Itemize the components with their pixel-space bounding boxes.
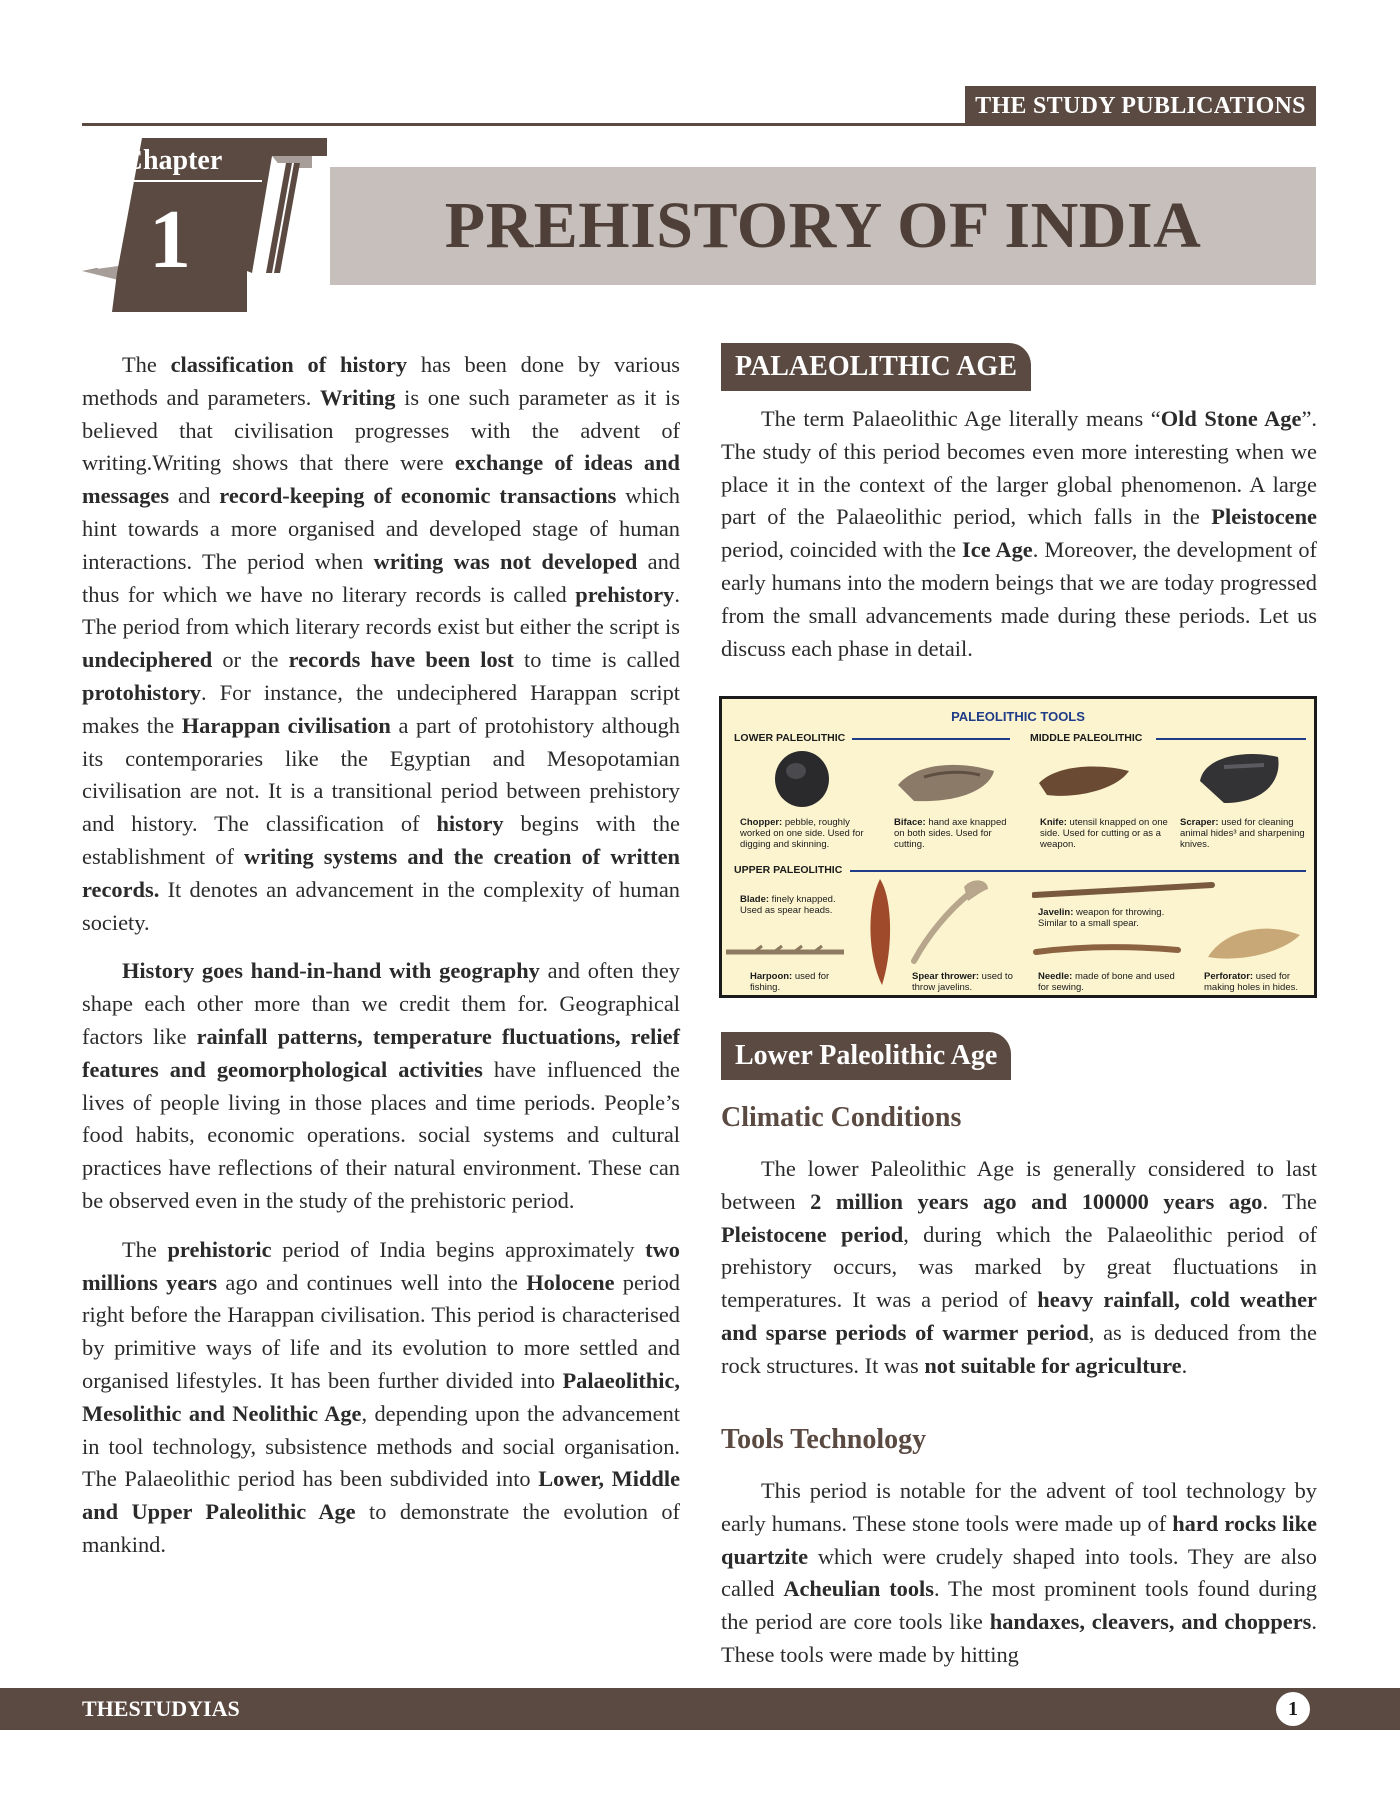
page-number: 1 <box>1276 1692 1310 1726</box>
bold-run: Ice Age <box>962 537 1033 563</box>
section-label-palaeolithic-age: PALAEOLITHIC AGE <box>721 343 1031 391</box>
bold-run: writing systems and the creation of written records. <box>82 843 680 902</box>
text-run: and often they shape each other more than we credit them for. Geographical factors like <box>82 958 680 1049</box>
bold-run: protohistory <box>82 679 202 705</box>
javelin-image <box>1032 881 1217 901</box>
bold-run: not suitable for agriculture <box>924 1352 1182 1378</box>
right-column-intro <box>721 403 1317 681</box>
paragraph-classification <box>82 349 680 939</box>
text-run: period of India begins approximately <box>271 1236 646 1262</box>
text-run: The <box>122 1236 168 1262</box>
text-run: is one such parameter as it is believed that civilisation progresses with the advent of writing.Writing shows that there were <box>82 384 680 476</box>
needle-image <box>1032 942 1182 960</box>
figure-rule <box>852 738 1010 740</box>
bold-run: handaxes, cleavers, and choppers <box>989 1609 1312 1635</box>
text-run: . The most prominent tools found during the period are core tools like <box>721 1576 1317 1635</box>
text-run: period, coincided with the <box>721 537 963 563</box>
caption-perforator: Perforator: used for making holes in hides. <box>1204 971 1298 993</box>
sub-heading-tools-technology: Tools Technology <box>721 1424 927 1455</box>
bold-run: Holocene <box>526 1269 615 1295</box>
text-run: a part of protohistory although its contemporaries like the Egyptian and Mesopotamian civilisation are not. It is a transitional period between prehistory and history. The classification of <box>82 712 680 837</box>
figure-rule <box>850 870 1306 872</box>
bold-run: heavy rainfall, cold weather and sparse periods of warmer period <box>721 1287 1317 1345</box>
figure-group-middle: MIDDLE PALEOLITHIC <box>1030 732 1143 744</box>
text-run: to time is called <box>513 647 680 673</box>
bold-run: Acheulian tools <box>783 1576 934 1602</box>
text-run: The lower Paleolithic Age is generally considered to last between <box>721 1156 1317 1214</box>
paragraph-geography <box>82 955 680 1217</box>
right-column-climate <box>721 1153 1317 1399</box>
bold-run: history <box>436 811 504 837</box>
knife-image <box>1037 761 1132 801</box>
text-run: and <box>169 483 220 509</box>
bold-run: Writing <box>320 384 396 410</box>
text-run: The term Palaeolithic Age literally means “ <box>761 406 1161 431</box>
bold-run: History goes hand-in-hand with geography <box>122 958 540 984</box>
caption-blade: Blade: finely knapped. Used as spear heads. <box>740 894 836 916</box>
paragraph-prehistoric-period <box>82 1234 680 1562</box>
bold-run: Old Stone Age <box>1160 406 1302 431</box>
caption-javelin: Javelin: weapon for throwing. Similar to a small spear. <box>1038 907 1165 929</box>
bold-run: 2 million years ago and 100000 years ago <box>810 1188 1263 1214</box>
sub-heading-climatic-conditions: Climatic Conditions <box>721 1102 962 1133</box>
text-run: ”. The study of this period becomes even more interesting when we place it in the context of the larger global phenomenon. A large part of the Palaeolithic period, which falls in the <box>721 406 1317 530</box>
bold-run: exchange of ideas and messages <box>82 450 680 509</box>
bold-run: classification of history <box>170 352 408 377</box>
left-column <box>82 349 680 1578</box>
blade-image <box>860 877 900 989</box>
text-run: . These tools were made by hitting <box>721 1609 1318 1667</box>
caption-biface: Biface: hand axe knapped on both sides. Used for cutting. <box>894 817 1007 850</box>
right-column-tools <box>721 1475 1317 1688</box>
publisher-tag: THE STUDY PUBLICATIONS <box>965 86 1316 126</box>
bold-run: undeciphered <box>82 647 213 673</box>
bold-run: prehistoric <box>167 1236 272 1262</box>
spear-thrower-image <box>908 875 993 965</box>
biface-image <box>894 757 999 807</box>
text-run: , depending upon the advancement in tool technology, subsistence methods and social organisation. The Palaeolithic period has been subdivided into <box>82 1400 680 1492</box>
caption-scraper: Scraper: used for cleaning animal hides³ and sharpening knives. <box>1180 817 1305 850</box>
text-run: begins with the establishment of <box>82 811 680 869</box>
figure-title: PALEOLITHIC TOOLS <box>951 709 1085 724</box>
perforator-image <box>1204 919 1304 964</box>
chopper-image <box>772 745 832 809</box>
caption-spear-thrower: Spear thrower: used to throw javelins. <box>912 971 1013 993</box>
text-run: and thus for which we have no literary records is called <box>82 548 680 607</box>
bold-run: records have been lost <box>288 647 514 673</box>
bold-run: two millions years <box>82 1236 680 1295</box>
paragraph-palaeolithic-intro <box>721 403 1317 665</box>
bold-run: record-keeping of economic transactions <box>219 483 617 509</box>
section-label-lower-paleolithic-age: Lower Paleolithic Age <box>721 1032 1011 1080</box>
chapter-label: Chapter <box>122 145 223 176</box>
scraper-image <box>1194 747 1284 807</box>
text-run: . The period from which literary records exist but either the script is <box>82 581 680 640</box>
bold-run: Harappan civilisation <box>181 712 391 738</box>
paleolithic-tools-figure <box>719 696 1317 998</box>
caption-harpoon: Harpoon: used for fishing. <box>750 971 830 993</box>
text-run: has been done by various methods and parameters. <box>82 352 680 410</box>
text-run: . Moreover, the development of early humans into the modern beings that we are today progressed from the small advancements made during these periods. Let us discuss each phase in detail. <box>721 537 1317 661</box>
paragraph-climatic-conditions <box>721 1153 1317 1383</box>
text-run: , as is deduced from the rock structures. It was <box>721 1319 1317 1378</box>
figure-group-lower: LOWER PALEOLITHIC <box>734 732 846 744</box>
bold-run: writing was not developed <box>373 548 638 574</box>
chapter-number: 1 <box>149 193 191 286</box>
footer-brand: THESTUDYIAS <box>82 1696 240 1721</box>
figure-group-upper: UPPER PALEOLITHIC <box>734 864 843 876</box>
bold-run: Pleistocene <box>1211 504 1317 530</box>
text-run: This period is notable for the advent of tool technology by early humans. These stone tools were made up of <box>721 1478 1317 1536</box>
text-run: . The <box>1262 1188 1317 1214</box>
text-run: , during which the Palaeolithic period of prehistory occurs, was marked by great fluctuations in temperatures. It was a period of <box>721 1221 1317 1313</box>
text-run: It denotes an advancement in the complexity of human society. <box>82 876 680 935</box>
harpoon-image <box>724 944 849 960</box>
bold-run: hard rocks like quartzite <box>721 1510 1317 1569</box>
text-run: ago and continues well into the <box>217 1269 527 1295</box>
text-run: or the <box>212 647 289 673</box>
header-rule <box>82 123 1316 126</box>
bold-run: prehistory <box>575 581 675 607</box>
bold-run: Pleistocene period <box>721 1221 904 1247</box>
text-run: . For instance, the undeciphered Harappan script makes the <box>82 679 680 738</box>
bold-run: Palaeolithic, Mesolithic and Neolithic Age <box>82 1367 680 1426</box>
bold-run: rainfall patterns, temperature fluctuations, relief features and geomorphological activities <box>82 1023 680 1082</box>
text-run: The <box>122 352 171 377</box>
text-run: which were crudely shaped into tools. They are also called <box>721 1543 1317 1602</box>
paragraph-tools-technology <box>721 1475 1317 1672</box>
caption-chopper: Chopper: pebble, roughly worked on one side. Used for digging and skinning. <box>740 817 864 850</box>
text-run: have influenced the lives of people living in those places and time periods. People’s food habits, economic operations. social systems and cultural practices have reflections of their natural environment. These can be observed even in the study of the prehistoric period. <box>82 1056 680 1213</box>
caption-knife: Knife: utensil knapped on one side. Used for cutting or as a weapon. <box>1040 817 1168 850</box>
text-run: . <box>1181 1352 1188 1378</box>
bold-run: Lower, Middle and Upper Paleolithic Age <box>82 1466 681 1525</box>
chapter-title: PREHISTORY OF INDIA <box>444 189 1202 262</box>
text-run: period right before the Harappan civilisation. This period is characterised by primitive ways of life and its evolution to more settled and organised lifestyles. It has been further divided into <box>82 1269 680 1393</box>
text-run: which hint towards a more organised and developed stage of human interactions. The period when <box>82 483 680 574</box>
caption-needle: Needle: made of bone and used for sewing. <box>1038 971 1175 993</box>
text-run: to demonstrate the evolution of mankind. <box>82 1499 680 1557</box>
figure-rule <box>1156 738 1306 740</box>
